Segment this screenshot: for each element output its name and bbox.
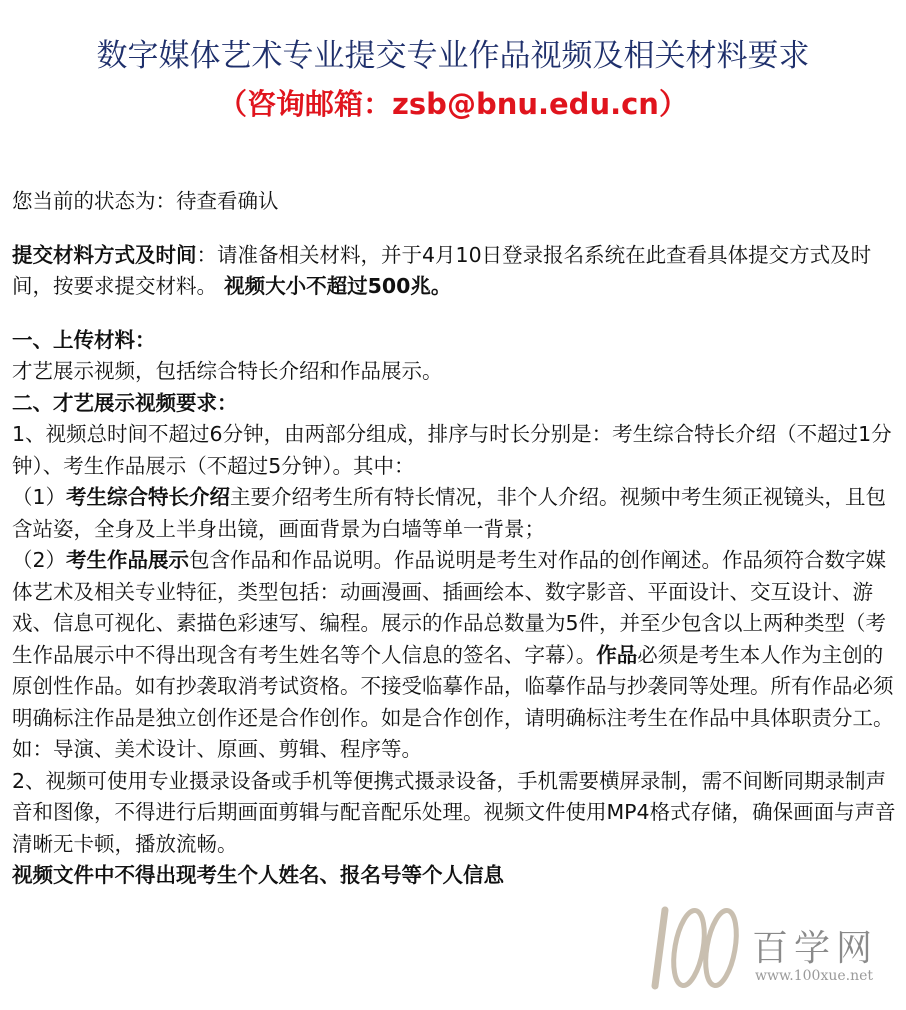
submission-text: ：请准备相关材料，并于4月10日登录报名系统在此查看具体提交方式及时间，按要求提交材料。 (12, 242, 872, 298)
section1-text: 才艺展示视频，包括综合特长介绍和作品展示。 (12, 359, 443, 383)
section2-item1: 1、视频总时间不超过6分钟，由两部分组成，排序与时长分别是：考生综合特长介绍（不超过1分钟）、考生作品展示（不超过5分钟）。其中： (12, 422, 892, 478)
page-title: 数字媒体艺术专业提交专业作品视频及相关材料要求 (96, 38, 810, 74)
section1-heading: 一、上传材料： (12, 327, 156, 352)
section2-sub2 (12, 545, 897, 766)
section2-heading: 二、才艺展示视频要求： (12, 390, 238, 415)
section2-sub1 (12, 482, 897, 545)
sub2-text2: 必须是考生本人作为主创的原创性作品。如有抄袭取消考试资格。不接受临摹作品，临摹作品与抄袭同等处理。所有作品必须明确标注作品是独立创作还是合作创作。如是合作创作，请明确标注考生在作品中具体职责分工。如：导演、美术设计、原画、剪辑、程序等。 (12, 642, 894, 761)
document-body (12, 186, 897, 892)
warning-line: 视频文件中不得出现考生个人姓名、报名号等个人信息 (12, 863, 504, 887)
watermark-name: 百学网 (752, 928, 879, 969)
contact-email: （咨询邮箱：zsb@bnu.edu.cn） (218, 87, 688, 121)
sub2-bold: 考生作品展示 (66, 548, 190, 572)
watermark-url: www.100xue.net (755, 968, 874, 984)
status-line: 您当前的状态为：待查看确认 (12, 189, 279, 213)
size-limit: 视频大小不超过500兆。 (217, 274, 452, 298)
watermark-digits-icon (647, 898, 742, 998)
sub2-text: 包含作品和作品说明。作品说明是考生对作品的创作阐述。作品须符合数字媒体艺术及相关专业特征，类型包括：动画漫画、插画绘本、数字影音、平面设计、交互设计、游戏、信息可视化、素描色彩速写、编程。展示的作品总数量为5件，并至少包含以上两种类型（考生作品展示中不得出现含有考生姓名等个人信息的签名、字幕）。 (12, 548, 887, 667)
sub1-bold: 考生综合特长介绍 (66, 485, 231, 509)
sub2-bold2: 作品 (596, 642, 638, 667)
sub2-prefix: （2） (12, 548, 67, 572)
submission-paragraph (12, 240, 897, 303)
sub1-prefix: （1） (12, 485, 67, 509)
sub1-text: 主要介绍考生所有特长情况，非个人介绍。视频中考生须正视镜头，且包含站姿，全身及上半身出镜，画面背景为白墙等单一背景； (12, 485, 887, 541)
submission-label: 提交材料方式及时间 (12, 242, 197, 267)
watermark-logo (647, 898, 892, 998)
section2-item2: 2、视频可使用专业摄录设备或手机等便携式摄录设备，手机需要横屏录制，需不间断同期录制声音和图像，不得进行后期画面剪辑与配音配乐处理。视频文件使用MP4格式存储，确保画面与声音清晰无卡顿，播放流畅。 (12, 768, 896, 856)
